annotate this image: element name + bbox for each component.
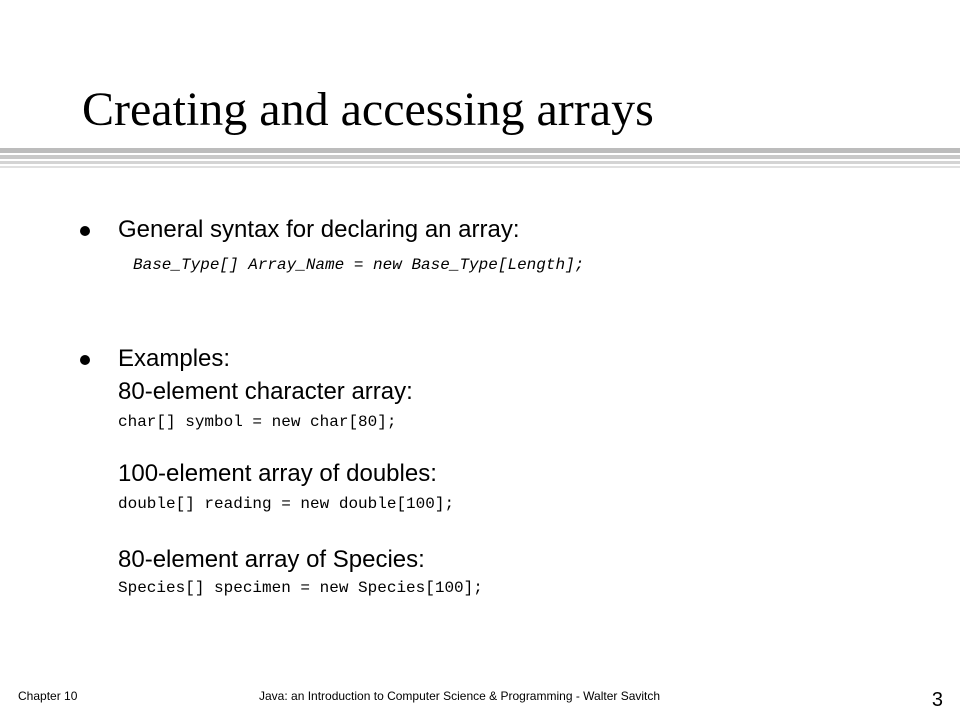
title-divider-line-3 [0,161,960,164]
title-divider-line-4 [0,166,960,168]
slide-title: Creating and accessing arrays [82,83,654,136]
title-divider-line-1 [0,148,960,153]
bullet-dot-icon [80,226,90,236]
example-label-species: 80-element array of Species: [118,546,425,573]
syntax-code: Base_Type[] Array_Name = new Base_Type[Length]; [133,256,585,274]
example-label-char: 80-element character array: [118,378,413,405]
title-divider-line-2 [0,155,960,159]
footer-chapter: Chapter 10 [18,689,78,703]
example-code-char: char[] symbol = new char[80]; [118,413,397,431]
bullet-syntax-heading: General syntax for declaring an array: [118,216,520,243]
example-code-double: double[] reading = new double[100]; [118,495,455,513]
bullet-examples-heading: Examples: [118,345,231,372]
example-label-double: 100-element array of doubles: [118,460,437,487]
example-code-species: Species[] specimen = new Species[100]; [118,579,483,597]
bullet-dot-icon [80,355,90,365]
footer-book-title: Java: an Introduction to Computer Science & Programming - Walter Savitch [259,689,661,703]
page-number: 3 [931,689,943,711]
